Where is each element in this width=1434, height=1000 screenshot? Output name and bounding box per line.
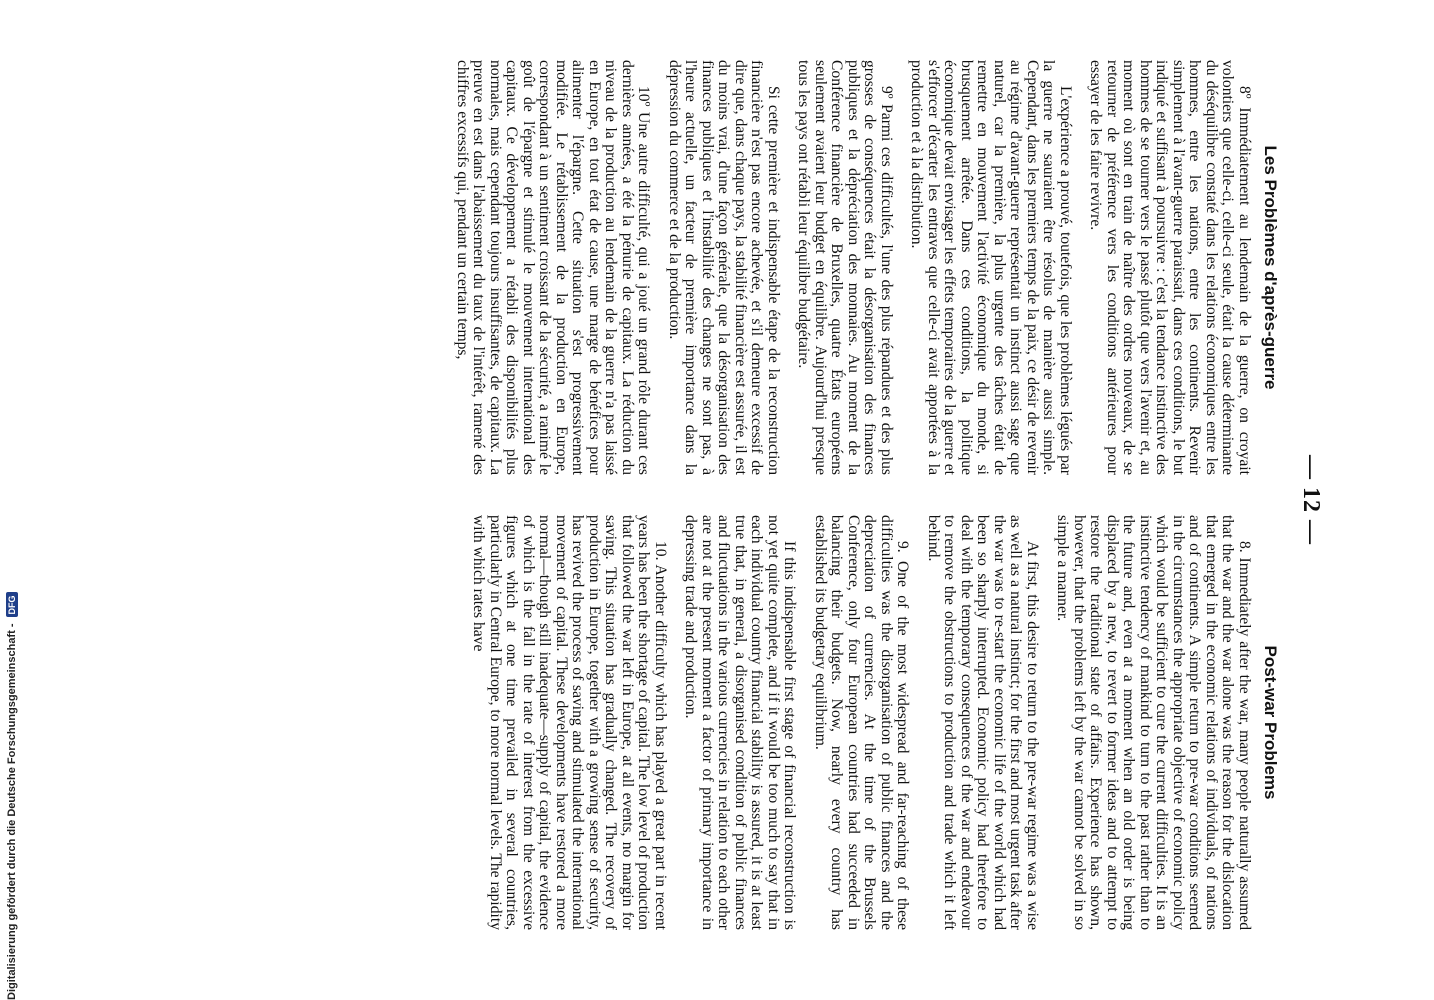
- rotated-document-page: [134, 60, 1334, 940]
- digitization-credit: [6, 390, 18, 1000]
- english-paragraph-9-cont: If this indispensable first stage of financial reconstruction is not yet quite complete, and if it would be too much to say that in each individual country financial stability is assured, it is at least true that, in general, a disorganised condition of public finances and fluctuations in the various currencies in relation to each other are not at the present moment a factor of primary importance in depressing trade and production.: [682, 515, 799, 930]
- english-paragraph-8-cont: At first, this desire to return to the pre-war regime was a wise as well as a natural instinct; for the first and most urgent task after the war was to re-start the economic life of the world which had been so sharply interrupted. Economic policy had therefore to deal with the temporary consequences of the war and endeavour to remove the obstructions to production and trade which it left behind.: [925, 515, 1041, 930]
- digitization-credit-text: Digitalisierung gefördert durch die Deutsche Forschungsgemeinschaft -: [6, 623, 18, 1000]
- french-paragraph-9-cont: Si cette première et indispensable étape de la reconstruction financière n'est pas encore achevée, et s'il demeure excessif de dire que, dans chaque pays, la stabilité financière est assurée, il est du moins vrai, d'une façon générale, que la désorganisation des finances publiques et l'instabilité des changes ne sont pas, à l'heure actuelle, un facteur de première importance dans la dépression du commerce et de la production.: [666, 60, 782, 475]
- english-column: [456, 515, 1280, 930]
- french-paragraph-10: 10º Une autre difficulté, qui a joué un grand rôle durant ces dernières années, a été la pénurie de capitaux. La réduction du niveau de la production au lendemain de la guerre n'a pas laissé en Europe, en tout état de cause, une marge de bénéfices pour alimenter l'épargne. Cette situation s'est progressivement modifiée. Le rétablissement de la production en Europe, correspondant à un sentiment croissant de la sécurité, a ranimé le goût de l'épargne et stimulé le mouvement international des capitaux. Ce développement a rétabli des disponibilités plus normales, mais cependant toujours insuffisantes, de capitaux. La preuve en est dans l'abaissement du taux de l'intérêt, ramené des chiffres excessifs qui, pendant un certain temps,: [454, 60, 653, 475]
- english-paragraph-10: 10. Another difficulty which has played a great part in recent years has been the shortage of capital. The low level of production that followed the war left in Europe, at all events, no margin for saving. This situation has gradually changed. The recovery of production in Europe, together with a growing sense of security, has revived the process of saving and stimulated the international movement of capital. These developments have restored a more normal—though still inadequate—supply of capital, the evidence of which is the fall in the rate of interest from the excessive figures which at one time prevailed in several countries, particularly in Central Europe, to more normal levels. The rapidity with which rates have: [470, 515, 669, 930]
- french-section-title: Les Problèmes d'après-guerre: [1261, 145, 1280, 390]
- page-number: — 12 —: [1298, 455, 1324, 545]
- french-column: [440, 60, 1281, 475]
- dfg-logo: DFG: [6, 592, 18, 617]
- english-paragraph-9: 9. One of the most widespread and far-reaching of these difficulties was the disorganisation of public finances and the depreciation of currencies. At the time of the Brussels Conference, only four European countries had succeeded in balancing their budgets. Now, nearly every country has established its budgetary equilibrium.: [812, 515, 912, 930]
- french-paragraph-9: 9º Parmi ces difficultés, l'une des plus répandues et des plus grosses de conséquences était la désorganisation des finances publiques et la dépréciation des monnaies. Au moment de la Conférence financière de Bruxelles, quatre États européens seulement avaient leur budget en équilibre. Aujourd'hui presque tous les pays ont rétabli leur équilibre budgétaire.: [795, 60, 895, 475]
- french-paragraph-8-cont: L'expérience a prouvé, toutefois, que les problèmes légués par la guerre ne sauraient être résolus de manière aussi simple. Cependant, dans les premiers temps de la paix, ce désir de revenir au régime d'avant-guerre représentait un instinct aussi sage que naturel, car la première, la plus urgente des tâches était de remettre en mouvement l'activité économique du monde, si brusquement arrêtée. Dans ces conditions, la politique économique devait envisager les effets temporaires de la guerre et s'efforcer d'écarter les entraves que celle-ci avait apportées à la production et à la distribution.: [908, 60, 1074, 475]
- french-paragraph-8: 8º Immédiatement au lendemain de la guerre, on croyait volontiers que celle-ci, celle-ci seule, était la cause déterminante du déséquilibre constaté dans les relations économiques entre les hommes, entre les nations, entre les continents. Revenir simplement à l'avant-guerre paraissait, dans ces conditions, le but indiqué et suffisant à poursuivre : c'est la tendance instinctive des hommes de se tourner vers le passé plutôt que vers l'avenir et, au moment où sont en train de naître des ordres nouveaux, de se retourner de préférence vers les conditions antérieures pour essayer de les faire revivre.: [1087, 60, 1253, 475]
- english-section-title: Post-war Problems: [1261, 645, 1280, 800]
- english-paragraph-8: 8. Immediately after the war, many people naturally assumed that the war and the war alone was the reason for the dislocation that emerged in the economic relations of individuals, of nations and of continents. A simple return to pre-war conditions seemed in the circumstances the appropriate objective of economic policy which would be sufficient to cure the current difficulties. It is an instinctive tendency of mankind to turn to the past rather than to the future and, even at a moment when an old order is being displaced by a new, to revert to former ideas and to attempt to restore the traditional state of affairs. Experience has shown, however, that the problems left by the war cannot be solved in so simple a manner.: [1054, 515, 1253, 930]
